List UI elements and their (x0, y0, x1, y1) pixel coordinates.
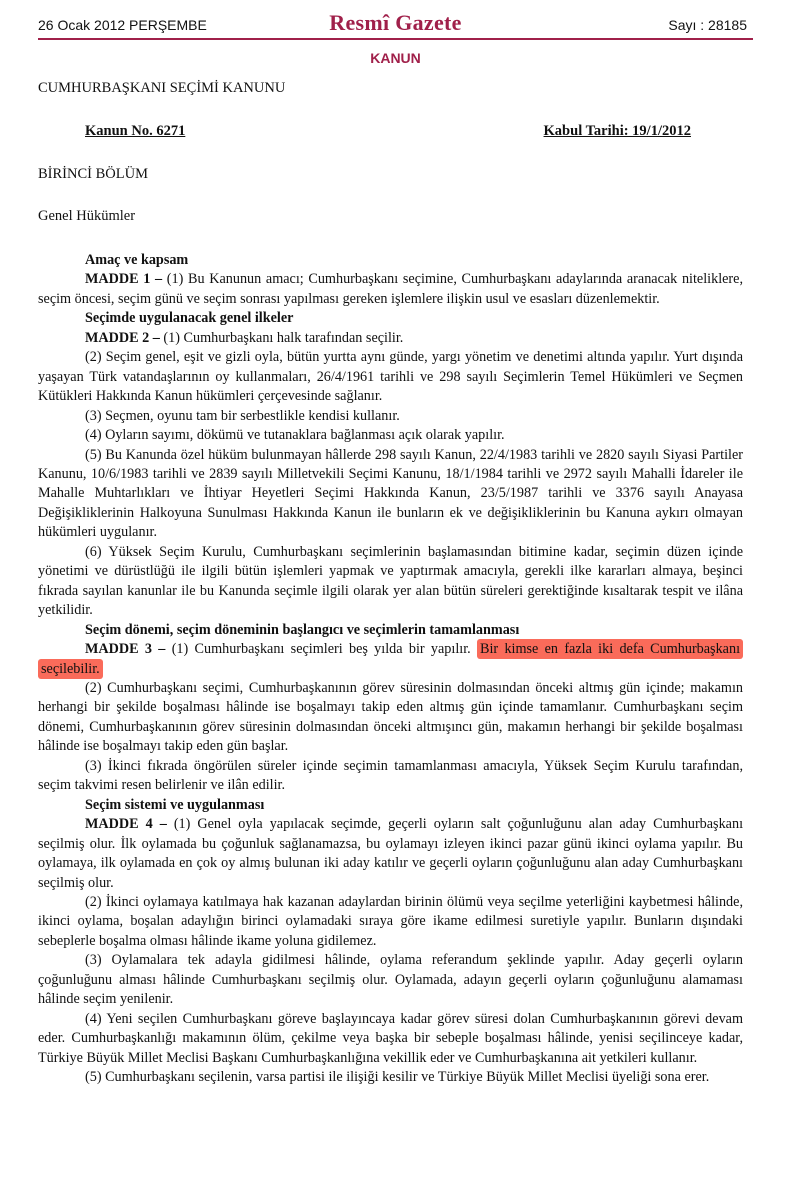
article-paragraph: (5) Bu Kanunda özel hüküm bulunmayan hâllerde 298 sayılı Kanun, 22/4/1983 tarihli ve 2820 sayılı Siyasi Partiler Kanunu, 10/6/1983 tarihli ve 2839 sayılı Milletvekili Seçimi Kanunu, 18/1/1984 tarihli ve 2972 sayılı Mahalli İdareler ile Mahalle Muhtarlıkları ve İhtiyar Heyetleri Seçimi Hakkında Kanun, 23/5/1987 tarihli ve 3376 sayılı Anayasa Değişikliklerinin Halkoyuna Sunulması Hakkında Kanun ile bunların ek ve değişikliklerinin bu Kanuna aykırı olmayan hükümleri uygulanır. (38, 446, 743, 541)
law-name: CUMHURBAŞKANI SEÇİMİ KANUNU (38, 80, 286, 96)
article-paragraph (38, 329, 743, 348)
law-number: Kanun No. 6271 (85, 123, 186, 139)
article-paragraph: (6) Yüksek Seçim Kurulu, Cumhurbaşkanı seçimlerinin başlamasından bitimine kadar, seçimin düzen içinde yönetimi ve dürüstlüğü ile ilgili bütün işlemleri yapmak ve yaptırmak amacıyla, gerekli ilke kararları almaya, beşinci fıkrada sayılan kanunlar ile bu Kanunda seçimle ilgili olarak yer alan bütün süreleri gerektiğinde kısaltarak tespit ve ilâna yetkilidir. (38, 543, 743, 619)
article-paragraph: (2) Cumhurbaşkanı seçimi, Cumhurbaşkanının görev süresinin dolmasından önceki altmış gün içinde; makamın herhangi bir şekilde boşalması hâlinde ise boşalmayı takip eden altmış gün içinde tamamlanır. Cumhurbaşkanı seçim dönemi, Cumhurbaşkanının görev süresinin dolmasından önceki altmışıncı gün, makamın herhangi bir şekilde boşalması hâlinde ise boşalmayı takip eden gün başlar. (38, 679, 743, 755)
article-heading: Seçimde uygulanacak genel ilkeler (85, 310, 294, 327)
article-paragraph: (3) İkinci fıkrada öngörülen süreler içinde seçimin tamamlanması amacıyla, Yüksek Seçim Kurulu tarafından, seçim takvimi resen belirlenir ve ilân edilir. (38, 757, 743, 794)
paragraph-text: (1) Bu Kanunun amacı; Cumhurbaşkanı seçimine, Cumhurbaşkanı adaylarında aranacak niteliklere, seçim öncesi, seçim günü ve seçim sonrası yapılması gereken işlemlere ilişkin usul ve esasları düzenlemektir. (38, 271, 743, 307)
article-paragraph: (2) İkinci oylamaya katılmaya hak kazanan adaylardan birinin ölümü veya seçilme yeterliğini kaybetmesi hâlinde, ikinci oylama, boşalan adaylığın birinci oylamadaki sıraya göre ikame edilmesi suretiyle yapılır. Bunların dışındaki sebeplerle boşalma olması hâlinde ikame yoluna gidilemez. (38, 893, 743, 949)
paragraph-text: (1) Cumhurbaşkanı seçimleri beş yılda bir yapılır. (165, 641, 478, 658)
article-paragraph: (5) Cumhurbaşkanı seçilenin, varsa partisi ile ilişiği kesilir ve Türkiye Büyük Millet Meclisi üyeliği sona erer. (85, 1069, 710, 1086)
issue-date: 26 Ocak 2012 PERŞEMBE (38, 17, 207, 33)
part-subtitle: Genel Hükümler (38, 208, 136, 224)
article-label: MADDE 1 – (85, 271, 163, 288)
highlighted-sentence: Bir kimse en fazla iki defa Cumhurbaşkanı seçilebilir. (38, 639, 743, 678)
article-paragraph: (2) Seçim genel, eşit ve gizli oyla, bütün yurtta aynı günde, yargı yönetim ve denetimi altında yapılır. Yurt dışında yaşayan Türk vatandaşlarının oy kullanmaları, 26/4/1961 tarihli ve 298 sayılı Seçimlerin Temel Hükümleri ve Seçmen Kütükleri Hakkında Kanun hükümleri çerçevesinde sağlanır. (38, 349, 743, 405)
paragraph-text: (1) Cumhurbaşkanı halk tarafından seçilir. (159, 329, 404, 346)
gazette-title: Resmî Gazete (329, 10, 462, 35)
part-title: BİRİNCİ BÖLÜM (38, 166, 148, 182)
law-body (38, 251, 743, 1087)
issue-number: Sayı : 28185 (668, 17, 747, 33)
article-paragraph (38, 270, 743, 309)
article-paragraph: (4) Oyların sayımı, dökümü ve tutanaklara bağlanması açık olarak yapılır. (85, 427, 505, 444)
article-label: MADDE 3 – (85, 641, 166, 658)
header-rule (38, 38, 753, 40)
adoption-date: Kabul Tarihi: 19/1/2012 (543, 123, 691, 139)
article-label: MADDE 4 – (85, 816, 167, 833)
article-label: MADDE 2 – (85, 329, 160, 346)
article-paragraph: (4) Yeni seçilen Cumhurbaşkanı göreve başlayıncaya kadar görev süresi dolan Cumhurbaşkanının görevi devam eder. Cumhurbaşkanlığı makamının ölüm, çekilme veya başka bir sebeple boşalması hâlinde, yenisi seçilinceye kadar, Türkiye Büyük Millet Meclisi Başkanı Cumhurbaşkanlığına vekillik eder ve Cumhurbaşkanına ait yetkileri kullanır. (38, 1010, 743, 1066)
article-heading: Seçim sistemi ve uygulanması (85, 796, 265, 813)
law-meta-row (85, 123, 691, 143)
paragraph-text: (1) Genel oyla yapılacak seçimde, geçerli oyların salt çoğunluğunu alan aday Cumhurbaşkanı seçilmiş olur. İlk oylamada bu çoğunluk sağlanamazsa, bu oylamayı izleyen ikinci pazar günü ikinci oylama yapılır. Bu oylamaya, ilk oylamada en çok oy almış bulunan iki aday katılır ve geçerli oyların çoğunluğunu alan aday Cumhurbaşkanı seçilmiş olur. (38, 816, 744, 891)
article-paragraph (38, 640, 743, 679)
article-heading: Seçim dönemi, seçim döneminin başlangıcı ve seçimlerin tamamlanması (85, 621, 520, 638)
article-paragraph (38, 815, 743, 893)
article-heading: Amaç ve kapsam (85, 252, 189, 268)
article-paragraph: (3) Oylamalara tek adayla gidilmesi hâlinde, oylama referandum şeklinde yapılır. Aday geçerli oyların çoğunluğunu alması hâlinde Cumhurbaşkanı seçilmiş olur. Oylamada, adayın geçerli oyların çoğunluğunu alamaması hâlinde seçim yenilenir. (38, 952, 743, 1008)
article-paragraph: (3) Seçmen, oyunu tam bir serbestlikle kendisi kullanır. (85, 407, 400, 424)
gazette-header (38, 10, 753, 38)
section-label: KANUN (370, 50, 421, 66)
